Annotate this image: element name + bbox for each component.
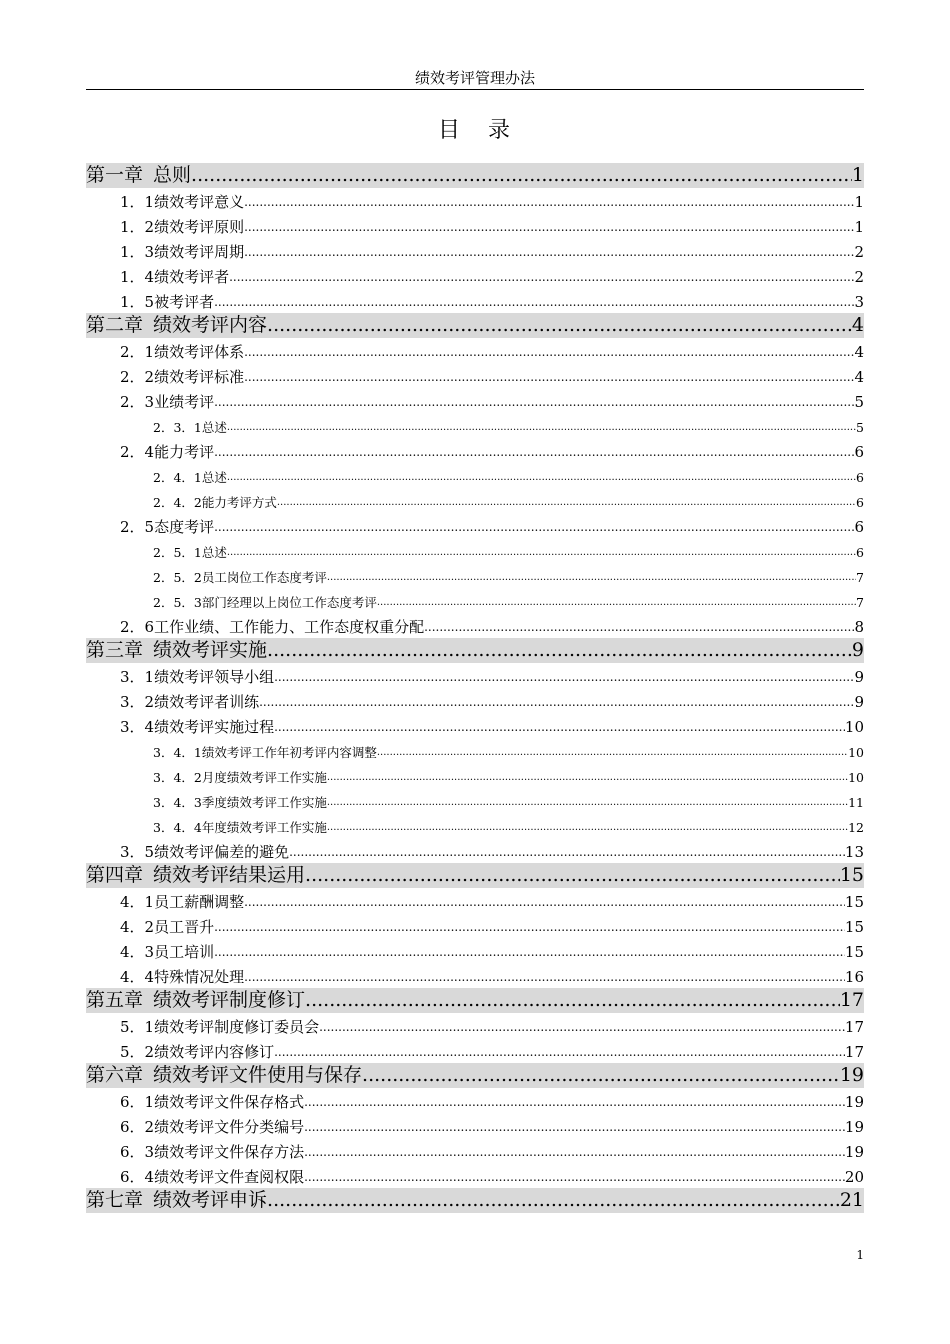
toc-subsection-entry[interactable] <box>86 788 864 813</box>
toc-chapter-entry[interactable] <box>86 638 864 663</box>
toc-entry-page: 15 <box>839 864 864 886</box>
toc-entry-number: 第三章 <box>86 639 144 661</box>
toc-entry-title: 绩效考评文件查阅权限 <box>154 1168 305 1186</box>
toc-entry-page: 6 <box>854 518 864 536</box>
toc-entry-page: 1 <box>854 218 864 236</box>
toc-title-char-1: 目 <box>437 118 462 143</box>
toc-chapter-entry[interactable] <box>86 1063 864 1088</box>
toc-entry-page: 4 <box>851 314 864 336</box>
toc-entry-number: 第二章 <box>86 314 144 336</box>
toc-dot-leader <box>305 988 840 1013</box>
toc-entry-title: 特殊情况处理 <box>154 968 245 986</box>
page-number: 1 <box>856 1248 864 1262</box>
toc-entry-title: 绩效考评文件分类编号 <box>154 1118 305 1136</box>
toc-section-entry[interactable] <box>86 288 864 313</box>
toc-section-entry[interactable] <box>86 1013 864 1038</box>
toc-entry-number: 3．4．4 <box>153 820 202 835</box>
toc-entry-page: 2 <box>854 268 864 286</box>
toc-entry-title: 绩效考评内容修订 <box>154 1043 275 1061</box>
toc-entry-label <box>120 666 274 688</box>
toc-entry-label <box>120 266 229 288</box>
toc-entry-page: 2 <box>854 243 864 261</box>
toc-entry-page: 8 <box>854 618 864 636</box>
toc-entry-number: 2．5．3 <box>153 595 202 610</box>
toc-entry-page: 17 <box>844 1043 864 1061</box>
toc-entry-number: 4．3 <box>120 943 155 961</box>
header-rule <box>86 89 864 90</box>
toc-entry-title: 绩效考评意义 <box>154 193 245 211</box>
toc-entry-page: 13 <box>844 843 864 861</box>
toc-dot-leader <box>244 341 854 363</box>
toc-entry-number: 1．1 <box>120 193 155 211</box>
toc-entry-label <box>120 941 214 963</box>
toc-entry-title: 绩效考评制度修订委员会 <box>154 1018 320 1036</box>
toc-entry-label <box>86 1063 362 1088</box>
toc-section-entry[interactable] <box>86 913 864 938</box>
toc-entry-title: 能力考评方式 <box>201 495 277 510</box>
toc-dot-leader <box>259 691 854 713</box>
toc-entry-label <box>120 366 244 388</box>
toc-entry-title: 季度绩效考评工作实施 <box>201 795 327 810</box>
toc-entry-title: 能力考评 <box>154 443 215 461</box>
toc-entry-title: 绩效考评申诉 <box>153 1189 268 1211</box>
toc-entry-page: 4 <box>854 368 864 386</box>
toc-dot-leader <box>214 916 845 938</box>
toc-entry-label <box>120 716 274 738</box>
toc-entry-number: 1．5 <box>120 293 155 311</box>
toc-entry-label <box>120 891 244 913</box>
toc-entry-title: 绩效考评者训练 <box>154 693 260 711</box>
toc-dot-leader <box>304 1091 845 1113</box>
toc-entry-title: 员工岗位工作态度考评 <box>201 570 327 585</box>
toc-entry-page: 6 <box>856 495 864 510</box>
toc-entry-label <box>120 216 244 238</box>
toc-entry-label <box>153 418 227 438</box>
toc-entry-label <box>153 768 327 788</box>
toc-dot-leader <box>267 1188 840 1213</box>
toc-entry-title: 绩效考评领导小组 <box>154 668 275 686</box>
toc-entry-page: 9 <box>851 639 864 661</box>
toc-entry-label <box>86 1188 267 1213</box>
toc-dot-leader <box>319 1016 845 1038</box>
toc-dot-leader <box>227 418 856 438</box>
toc-entry-number: 2．6 <box>120 618 155 636</box>
toc-entry-number: 6．3 <box>120 1143 155 1161</box>
toc-entry-number: 2．2 <box>120 368 155 386</box>
toc-entry-title: 部门经理以上岗位工作态度考评 <box>201 595 377 610</box>
toc-subsection-entry[interactable] <box>86 813 864 838</box>
toc-entry-label <box>120 616 424 638</box>
toc-section-entry[interactable] <box>86 513 864 538</box>
toc-dot-leader <box>267 638 852 663</box>
toc-entry-label <box>120 191 244 213</box>
toc-entry-label <box>120 241 244 263</box>
toc-subsection-entry[interactable] <box>86 538 864 563</box>
toc-entry-title: 总述 <box>201 420 227 435</box>
toc-dot-leader <box>214 516 854 538</box>
toc-entry-title: 年度绩效考评工作实施 <box>201 820 327 835</box>
toc-subsection-entry[interactable] <box>86 738 864 763</box>
toc-entry-number: 2．4 <box>120 443 155 461</box>
toc-dot-leader <box>362 1063 840 1088</box>
toc-entry-page: 12 <box>848 820 864 835</box>
toc-entry-number: 3．4．2 <box>153 770 202 785</box>
toc-chapter-entry[interactable] <box>86 863 864 888</box>
toc-entry-label <box>120 441 214 463</box>
toc-entry-number: 第七章 <box>86 1189 144 1211</box>
toc-dot-leader <box>229 266 854 288</box>
toc-entry-label <box>120 1016 319 1038</box>
toc-entry-page: 21 <box>839 1189 864 1211</box>
toc-dot-leader <box>327 768 848 788</box>
toc-entry-label <box>120 1041 274 1063</box>
toc-entry-number: 3．4．1 <box>153 745 202 760</box>
toc-entry-label <box>153 493 277 513</box>
toc-entry-number: 2．5．2 <box>153 570 202 585</box>
toc-section-entry[interactable] <box>86 188 864 213</box>
toc-dot-leader <box>191 163 852 188</box>
running-header: 绩效考评管理办法 <box>414 69 535 87</box>
toc-entry-page: 6 <box>854 443 864 461</box>
toc-dot-leader <box>277 493 856 513</box>
toc-section-entry[interactable] <box>86 1163 864 1188</box>
toc-subsection-entry[interactable] <box>86 488 864 513</box>
toc-dot-leader <box>274 716 845 738</box>
toc-section-entry[interactable] <box>86 263 864 288</box>
toc-dot-leader <box>244 366 854 388</box>
toc-section-entry[interactable] <box>86 1138 864 1163</box>
toc-entry-label <box>86 163 191 188</box>
toc-entry-label <box>153 593 377 613</box>
toc-dot-leader <box>274 666 854 688</box>
toc-entry-title: 月度绩效考评工作实施 <box>201 770 327 785</box>
toc-entry-number: 1．3 <box>120 243 155 261</box>
toc-entry-title: 被考评者 <box>154 293 215 311</box>
toc-entry-label <box>120 341 244 363</box>
toc-entry-page: 10 <box>844 718 864 736</box>
toc-entry-label <box>153 468 227 488</box>
toc-entry-page: 7 <box>856 595 864 610</box>
toc-entry-number: 第四章 <box>86 864 144 886</box>
toc-entry-page: 5 <box>854 393 864 411</box>
toc-entry-label <box>153 743 377 763</box>
toc-chapter-entry[interactable] <box>86 313 864 338</box>
toc-entry-number: 第一章 <box>86 164 144 186</box>
toc-dot-leader <box>327 568 856 588</box>
toc-dot-leader <box>244 891 845 913</box>
toc-entry-page: 15 <box>844 918 864 936</box>
toc-entry-label <box>120 1141 304 1163</box>
toc-section-entry[interactable] <box>86 213 864 238</box>
toc-dot-leader <box>244 191 854 213</box>
toc-entry-title: 员工晋升 <box>154 918 215 936</box>
toc-dot-leader <box>214 441 854 463</box>
toc-dot-leader <box>274 1041 845 1063</box>
toc-entry-page: 1 <box>854 193 864 211</box>
toc-section-entry[interactable] <box>86 363 864 388</box>
toc-entry-page: 16 <box>844 968 864 986</box>
toc-entry-title: 绩效考评周期 <box>154 243 245 261</box>
toc-subsection-entry[interactable] <box>86 563 864 588</box>
toc-entry-page: 1 <box>851 164 864 186</box>
toc-section-entry[interactable] <box>86 713 864 738</box>
toc-entry-page: 17 <box>839 989 864 1011</box>
toc-entry-number: 5．1 <box>120 1018 155 1036</box>
toc-entry-page: 15 <box>844 943 864 961</box>
toc-section-entry[interactable] <box>86 1113 864 1138</box>
toc-entry-page: 10 <box>848 745 864 760</box>
toc-entry-number: 1．4 <box>120 268 155 286</box>
toc-entry-number: 3．1 <box>120 668 155 686</box>
toc-dot-leader <box>304 1116 845 1138</box>
toc-dot-leader <box>304 1141 845 1163</box>
toc-section-entry[interactable] <box>86 613 864 638</box>
toc-entry-title: 绩效考评工作年初考评内容调整 <box>201 745 377 760</box>
toc-entry-page: 17 <box>844 1018 864 1036</box>
toc-entry-page: 4 <box>854 343 864 361</box>
toc-entry-label <box>120 516 214 538</box>
toc-entry-label <box>120 916 214 938</box>
toc-entry-label <box>120 391 214 413</box>
toc-entry-title: 绩效考评文件保存格式 <box>154 1093 305 1111</box>
toc-title <box>86 116 864 146</box>
toc-entry-title: 态度考评 <box>154 518 215 536</box>
toc-entry-page: 19 <box>844 1118 864 1136</box>
toc-entry-number: 2．5．1 <box>153 545 202 560</box>
toc-entry-number: 5．2 <box>120 1043 155 1061</box>
toc-entry-title: 员工薪酬调整 <box>154 893 245 911</box>
toc-entry-title: 总则 <box>153 164 192 186</box>
toc-subsection-entry[interactable] <box>86 463 864 488</box>
toc-title-char-2: 录 <box>488 118 513 143</box>
toc-entry-page: 20 <box>844 1168 864 1186</box>
toc-dot-leader <box>244 966 845 988</box>
toc-entry-label <box>120 966 244 988</box>
toc-entry-number: 第六章 <box>86 1064 144 1086</box>
toc-dot-leader <box>327 793 848 813</box>
toc-chapter-entry[interactable] <box>86 1188 864 1213</box>
toc-dot-leader <box>327 818 848 838</box>
toc-dot-leader <box>214 941 845 963</box>
toc-entry-number: 2．1 <box>120 343 155 361</box>
toc-dot-leader <box>227 468 856 488</box>
toc-entry-label <box>120 1091 304 1113</box>
toc-entry-page: 19 <box>844 1093 864 1111</box>
toc-entry-page: 10 <box>848 770 864 785</box>
toc-dot-leader <box>377 593 856 613</box>
toc-dot-leader <box>424 616 854 638</box>
toc-entry-page: 19 <box>844 1143 864 1161</box>
toc-subsection-entry[interactable] <box>86 763 864 788</box>
toc-entry-page: 11 <box>848 795 864 810</box>
toc-dot-leader <box>267 313 852 338</box>
toc-entry-number: 6．4 <box>120 1168 155 1186</box>
toc-entry-number: 3．5 <box>120 843 155 861</box>
toc-entry-page: 3 <box>854 293 864 311</box>
toc-entry-page: 9 <box>854 693 864 711</box>
toc-entry-label <box>120 1116 304 1138</box>
toc-entry-number: 2．3．1 <box>153 420 202 435</box>
toc-entry-page: 15 <box>844 893 864 911</box>
toc-dot-leader <box>289 841 845 863</box>
toc-section-entry[interactable] <box>86 838 864 863</box>
toc-dot-leader <box>214 391 854 413</box>
toc-entry-page: 9 <box>854 668 864 686</box>
toc-entry-number: 6．2 <box>120 1118 155 1136</box>
toc-section-entry[interactable] <box>86 888 864 913</box>
toc-dot-leader <box>227 543 856 563</box>
toc-dot-leader <box>305 863 840 888</box>
toc-entry-label <box>86 313 267 338</box>
toc-entry-label <box>120 841 289 863</box>
toc-entry-number: 2．4．2 <box>153 495 202 510</box>
toc-section-entry[interactable] <box>86 663 864 688</box>
toc-section-entry[interactable] <box>86 938 864 963</box>
toc-entry-number: 2．4．1 <box>153 470 202 485</box>
toc-section-entry[interactable] <box>86 963 864 988</box>
toc-entry-number: 第五章 <box>86 989 144 1011</box>
toc-entry-page: 6 <box>856 470 864 485</box>
toc-entry-number: 2．5 <box>120 518 155 536</box>
toc-section-entry[interactable] <box>86 338 864 363</box>
toc-entry-number: 3．2 <box>120 693 155 711</box>
toc-entry-number: 4．2 <box>120 918 155 936</box>
toc-entry-label <box>86 988 305 1013</box>
toc-entry-number: 1．2 <box>120 218 155 236</box>
toc-entry-label <box>153 568 327 588</box>
toc-entry-title: 绩效考评体系 <box>154 343 245 361</box>
toc-entry-title: 员工培训 <box>154 943 215 961</box>
toc-dot-leader <box>244 216 854 238</box>
toc-entry-page: 6 <box>856 545 864 560</box>
toc-entry-title: 绩效考评者 <box>154 268 230 286</box>
toc-chapter-entry[interactable] <box>86 163 864 188</box>
toc-entry-title: 绩效考评实施过程 <box>154 718 275 736</box>
toc-dot-leader <box>377 743 848 763</box>
toc-entry-title: 业绩考评 <box>154 393 215 411</box>
toc-entry-title: 绩效考评偏差的避免 <box>154 843 290 861</box>
toc-entry-title: 绩效考评文件使用与保存 <box>153 1064 363 1086</box>
toc-entry-page: 5 <box>856 420 864 435</box>
toc-entry-title: 总述 <box>201 470 227 485</box>
toc-entry-label <box>120 1166 304 1188</box>
toc-section-entry[interactable] <box>86 688 864 713</box>
toc-entry-page: 7 <box>856 570 864 585</box>
toc-dot-leader <box>214 291 854 313</box>
toc-entry-title: 绩效考评内容 <box>153 314 268 336</box>
toc-entry-title: 绩效考评实施 <box>153 639 268 661</box>
toc-entry-title: 工作业绩、工作能力、工作态度权重分配 <box>154 618 425 636</box>
toc-entry-title: 绩效考评原则 <box>154 218 245 236</box>
toc-entry-title: 绩效考评结果运用 <box>153 864 306 886</box>
toc-entry-title: 绩效考评文件保存方法 <box>154 1143 305 1161</box>
toc-entry-number: 6．1 <box>120 1093 155 1111</box>
toc-entry-number: 2．3 <box>120 393 155 411</box>
toc-entry-number: 3．4．3 <box>153 795 202 810</box>
toc-entry-label <box>120 691 259 713</box>
toc-entry-number: 4．1 <box>120 893 155 911</box>
toc-entry-label <box>86 863 305 888</box>
toc-entry-title: 总述 <box>201 545 227 560</box>
toc-section-entry[interactable] <box>86 438 864 463</box>
toc-dot-leader <box>244 241 854 263</box>
toc-entry-number: 4．4 <box>120 968 155 986</box>
toc-subsection-entry[interactable] <box>86 413 864 438</box>
toc-section-entry[interactable] <box>86 1088 864 1113</box>
toc-entry-label <box>120 291 214 313</box>
toc-entry-label <box>153 543 227 563</box>
toc-section-entry[interactable] <box>86 388 864 413</box>
table-of-contents <box>86 163 864 1213</box>
toc-section-entry[interactable] <box>86 1038 864 1063</box>
toc-subsection-entry[interactable] <box>86 588 864 613</box>
toc-entry-label <box>153 793 327 813</box>
toc-entry-label <box>86 638 267 663</box>
toc-chapter-entry[interactable] <box>86 988 864 1013</box>
toc-dot-leader <box>304 1166 845 1188</box>
toc-entry-title: 绩效考评制度修订 <box>153 989 306 1011</box>
toc-entry-number: 3．4 <box>120 718 155 736</box>
toc-entry-label <box>153 818 327 838</box>
toc-entry-title: 绩效考评标准 <box>154 368 245 386</box>
toc-entry-page: 19 <box>839 1064 864 1086</box>
toc-section-entry[interactable] <box>86 238 864 263</box>
